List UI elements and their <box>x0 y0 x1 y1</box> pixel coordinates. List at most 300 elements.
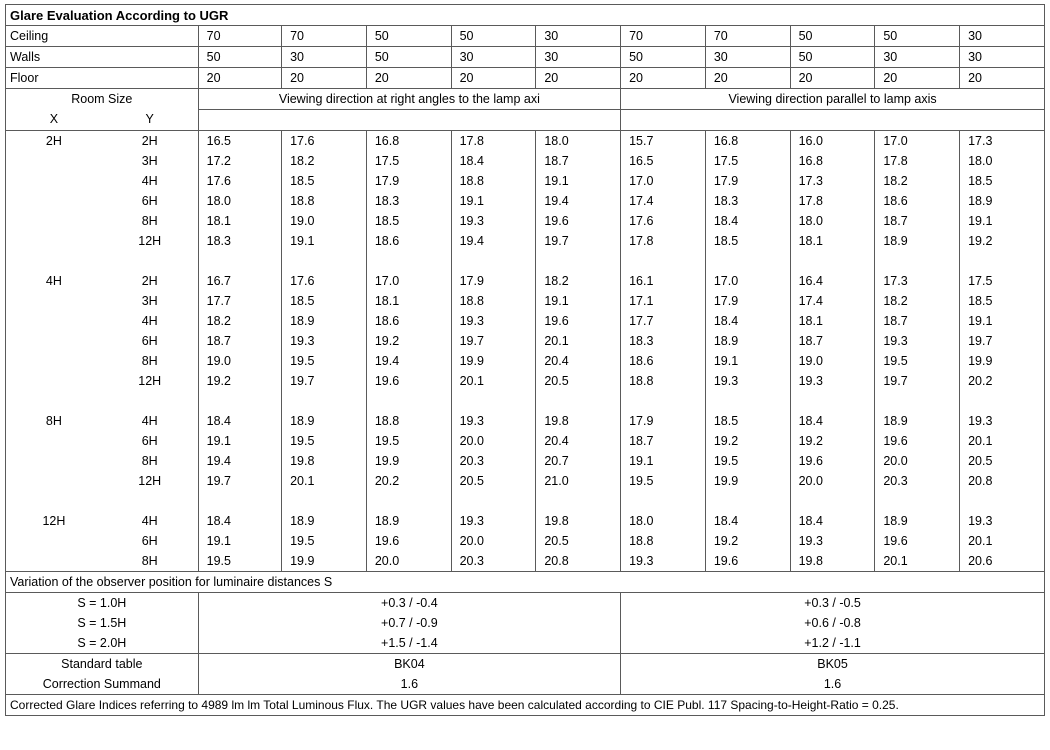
cell: 18.9 <box>875 511 960 531</box>
cell: 70 <box>198 26 281 47</box>
cell: 19.6 <box>875 531 960 551</box>
spacer-cell <box>366 391 451 411</box>
cell: 50 <box>790 26 875 47</box>
spacer-cell <box>198 391 281 411</box>
footnote-row <box>6 695 1045 716</box>
y-value: 12H <box>102 231 198 251</box>
cell: 19.0 <box>198 351 281 371</box>
cell: 18.2 <box>536 271 621 291</box>
cell: 18.0 <box>960 151 1045 171</box>
spacer-cell <box>6 391 102 411</box>
spacer-cell <box>790 251 875 271</box>
cell: 17.5 <box>960 271 1045 291</box>
cell: 18.1 <box>790 311 875 331</box>
cell: 19.9 <box>451 351 536 371</box>
cell: 19.1 <box>536 171 621 191</box>
cell: 17.5 <box>366 151 451 171</box>
cell: 20.1 <box>451 371 536 391</box>
footnote: Corrected Glare Indices referring to 4989 lm lm Total Luminous Flux. The UGR values have been calculated according to CIE Publ. 117 Spacing-to-Height-Ratio = 0.25. <box>6 695 1045 716</box>
cell: 17.7 <box>198 291 281 311</box>
variation-label: S = 1.5H <box>6 613 199 633</box>
x-value-empty <box>6 531 102 551</box>
y-value: 6H <box>102 331 198 351</box>
cell: 18.4 <box>705 211 790 231</box>
spacer-cell <box>875 391 960 411</box>
variation-perpendicular: +1.5 / -1.4 <box>198 633 620 654</box>
cell: 18.4 <box>198 511 281 531</box>
x-value: 8H <box>6 411 102 431</box>
cell: 18.7 <box>790 331 875 351</box>
cell: 19.3 <box>451 211 536 231</box>
cell: 20.5 <box>451 471 536 491</box>
y-value: 8H <box>102 211 198 231</box>
table-row <box>6 351 1045 371</box>
cell: 17.2 <box>198 151 281 171</box>
cell: 18.8 <box>366 411 451 431</box>
spacer-cell <box>790 491 875 511</box>
cell: 20 <box>536 68 621 89</box>
cell: 30 <box>960 26 1045 47</box>
cell: 19.3 <box>790 531 875 551</box>
cell: 18.2 <box>282 151 367 171</box>
cell: 17.3 <box>790 171 875 191</box>
cell: 17.9 <box>621 411 706 431</box>
header-row-xy <box>6 110 1045 131</box>
cell: 18.6 <box>366 231 451 251</box>
cell: 18.8 <box>621 531 706 551</box>
cell: 16.8 <box>366 131 451 152</box>
x-value-empty <box>6 231 102 251</box>
correction-summand-row <box>6 674 1045 695</box>
table-row <box>6 47 1045 68</box>
table-row <box>6 371 1045 391</box>
cell: 18.1 <box>790 231 875 251</box>
cell: 20.2 <box>366 471 451 491</box>
standard-table-perpendicular: BK04 <box>198 654 620 675</box>
standard-table-parallel: BK05 <box>621 654 1045 675</box>
table-row <box>6 451 1045 471</box>
table-row <box>6 471 1045 491</box>
spacer-cell <box>282 251 367 271</box>
cell: 20.0 <box>875 451 960 471</box>
cell: 18.7 <box>536 151 621 171</box>
x-value-empty <box>6 451 102 471</box>
y-value: 12H <box>102 371 198 391</box>
variation-perpendicular: +0.7 / -0.9 <box>198 613 620 633</box>
cell: 18.8 <box>451 291 536 311</box>
cell: 18.9 <box>705 331 790 351</box>
cell: 18.9 <box>960 191 1045 211</box>
x-value-empty <box>6 191 102 211</box>
cell: 19.5 <box>875 351 960 371</box>
x-value-empty <box>6 331 102 351</box>
cell: 18.7 <box>198 331 281 351</box>
x-value-empty <box>6 151 102 171</box>
variation-label: S = 2.0H <box>6 633 199 654</box>
cell: 30 <box>451 47 536 68</box>
x-value-empty <box>6 171 102 191</box>
variation-header-row <box>6 572 1045 593</box>
cell: 17.3 <box>960 131 1045 152</box>
cell: 19.8 <box>282 451 367 471</box>
spacer-cell <box>102 251 198 271</box>
spacer-cell <box>705 491 790 511</box>
cell: 17.1 <box>621 291 706 311</box>
cell: 18.2 <box>875 291 960 311</box>
cell: 17.8 <box>451 131 536 152</box>
spacer-cell <box>6 491 102 511</box>
table-row <box>6 593 1045 614</box>
cell: 19.8 <box>790 551 875 572</box>
cell: 19.2 <box>366 331 451 351</box>
cell: 18.4 <box>705 511 790 531</box>
cell: 20.4 <box>536 431 621 451</box>
cell: 19.0 <box>282 211 367 231</box>
cell: 19.6 <box>366 371 451 391</box>
cell: 19.5 <box>621 471 706 491</box>
cell: 70 <box>621 26 706 47</box>
cell: 18.9 <box>875 411 960 431</box>
cell: 17.6 <box>282 131 367 152</box>
cell: 18.8 <box>282 191 367 211</box>
cell: 18.3 <box>366 191 451 211</box>
cell: 18.7 <box>621 431 706 451</box>
cell: 16.0 <box>790 131 875 152</box>
direction-perpendicular-underrow <box>198 110 620 131</box>
cell: 19.2 <box>705 531 790 551</box>
table-row <box>6 411 1045 431</box>
cell: 17.3 <box>875 271 960 291</box>
cell: 18.9 <box>282 511 367 531</box>
cell: 19.7 <box>451 331 536 351</box>
cell: 19.1 <box>960 211 1045 231</box>
cell: 50 <box>621 47 706 68</box>
spacer-cell <box>960 391 1045 411</box>
cell: 18.4 <box>790 411 875 431</box>
cell: 18.4 <box>451 151 536 171</box>
y-value: 4H <box>102 171 198 191</box>
cell: 20.5 <box>960 451 1045 471</box>
cell: 30 <box>875 47 960 68</box>
y-header: Y <box>102 110 198 131</box>
spacer-cell <box>536 491 621 511</box>
y-value: 12H <box>102 471 198 491</box>
cell: 30 <box>960 47 1045 68</box>
table-row <box>6 26 1045 47</box>
cell: 19.9 <box>960 351 1045 371</box>
y-value: 4H <box>102 411 198 431</box>
spacer-cell <box>875 491 960 511</box>
cell: 50 <box>790 47 875 68</box>
cell: 17.4 <box>621 191 706 211</box>
standard-table-row <box>6 654 1045 675</box>
reflectance-label-ceiling: Ceiling <box>6 26 199 47</box>
direction-parallel-header: Viewing direction parallel to lamp axis <box>621 89 1045 110</box>
cell: 16.8 <box>790 151 875 171</box>
x-value-empty <box>6 551 102 572</box>
cell: 19.8 <box>536 411 621 431</box>
y-value: 8H <box>102 551 198 572</box>
table-row <box>6 151 1045 171</box>
table-row <box>6 311 1045 331</box>
cell: 16.1 <box>621 271 706 291</box>
cell: 17.6 <box>621 211 706 231</box>
cell: 19.0 <box>790 351 875 371</box>
table-row <box>6 551 1045 572</box>
spacer-cell <box>451 391 536 411</box>
cell: 17.0 <box>366 271 451 291</box>
cell: 18.5 <box>960 291 1045 311</box>
cell: 50 <box>875 26 960 47</box>
cell: 19.5 <box>282 531 367 551</box>
cell: 19.2 <box>960 231 1045 251</box>
cell: 19.3 <box>451 411 536 431</box>
cell: 20.8 <box>960 471 1045 491</box>
table-row <box>6 171 1045 191</box>
table-row <box>6 271 1045 291</box>
x-value: 2H <box>6 131 102 152</box>
cell: 18.9 <box>282 411 367 431</box>
x-value-empty <box>6 471 102 491</box>
cell: 18.0 <box>536 131 621 152</box>
title-row <box>6 5 1045 26</box>
cell: 18.4 <box>705 311 790 331</box>
y-value: 8H <box>102 351 198 371</box>
cell: 15.7 <box>621 131 706 152</box>
cell: 20.0 <box>790 471 875 491</box>
cell: 17.7 <box>621 311 706 331</box>
cell: 19.1 <box>960 311 1045 331</box>
cell: 19.4 <box>451 231 536 251</box>
spacer-cell <box>102 391 198 411</box>
spacer-cell <box>366 251 451 271</box>
correction-summand-parallel: 1.6 <box>621 674 1045 695</box>
cell: 19.3 <box>621 551 706 572</box>
variation-parallel: +0.6 / -0.8 <box>621 613 1045 633</box>
cell: 19.3 <box>790 371 875 391</box>
spacer-cell <box>6 251 102 271</box>
cell: 19.5 <box>366 431 451 451</box>
cell: 18.0 <box>198 191 281 211</box>
cell: 17.9 <box>705 171 790 191</box>
cell: 19.1 <box>621 451 706 471</box>
cell: 20.0 <box>451 431 536 451</box>
cell: 18.4 <box>198 411 281 431</box>
group-spacer <box>6 391 1045 411</box>
cell: 16.7 <box>198 271 281 291</box>
cell: 19.6 <box>366 531 451 551</box>
cell: 18.9 <box>366 511 451 531</box>
cell: 18.2 <box>875 171 960 191</box>
cell: 19.1 <box>198 431 281 451</box>
y-value: 3H <box>102 151 198 171</box>
group-spacer <box>6 491 1045 511</box>
cell: 16.5 <box>621 151 706 171</box>
cell: 19.1 <box>451 191 536 211</box>
table-row <box>6 613 1045 633</box>
cell: 17.6 <box>198 171 281 191</box>
cell: 20.3 <box>451 451 536 471</box>
cell: 18.9 <box>282 311 367 331</box>
cell: 20 <box>366 68 451 89</box>
spacer-cell <box>102 491 198 511</box>
cell: 20.5 <box>536 531 621 551</box>
cell: 20.3 <box>875 471 960 491</box>
cell: 17.9 <box>705 291 790 311</box>
cell: 19.3 <box>451 511 536 531</box>
cell: 70 <box>705 26 790 47</box>
cell: 19.2 <box>790 431 875 451</box>
variation-parallel: +1.2 / -1.1 <box>621 633 1045 654</box>
spacer-cell <box>960 491 1045 511</box>
cell: 17.8 <box>621 231 706 251</box>
spacer-cell <box>621 251 706 271</box>
cell: 16.4 <box>790 271 875 291</box>
group-spacer <box>6 251 1045 271</box>
cell: 20 <box>875 68 960 89</box>
y-value: 6H <box>102 191 198 211</box>
cell: 20.4 <box>536 351 621 371</box>
cell: 20 <box>705 68 790 89</box>
cell: 20 <box>198 68 281 89</box>
cell: 18.7 <box>875 211 960 231</box>
cell: 17.6 <box>282 271 367 291</box>
cell: 18.9 <box>875 231 960 251</box>
cell: 19.4 <box>198 451 281 471</box>
cell: 20.0 <box>451 531 536 551</box>
cell: 18.1 <box>366 291 451 311</box>
cell: 17.0 <box>875 131 960 152</box>
table-row <box>6 291 1045 311</box>
standard-table-label: Standard table <box>6 654 199 675</box>
table-row <box>6 191 1045 211</box>
cell: 20.1 <box>536 331 621 351</box>
cell: 18.6 <box>875 191 960 211</box>
cell: 18.8 <box>621 371 706 391</box>
cell: 19.3 <box>960 511 1045 531</box>
cell: 18.6 <box>366 311 451 331</box>
spacer-cell <box>198 251 281 271</box>
cell: 19.3 <box>875 331 960 351</box>
cell: 18.8 <box>451 171 536 191</box>
cell: 20.0 <box>366 551 451 572</box>
cell: 19.6 <box>536 311 621 331</box>
cell: 21.0 <box>536 471 621 491</box>
cell: 18.2 <box>198 311 281 331</box>
header-row-direction <box>6 89 1045 110</box>
cell: 18.5 <box>960 171 1045 191</box>
cell: 18.5 <box>282 171 367 191</box>
cell: 19.5 <box>282 431 367 451</box>
cell: 20 <box>790 68 875 89</box>
x-value: 4H <box>6 271 102 291</box>
cell: 19.9 <box>705 471 790 491</box>
cell: 19.9 <box>366 451 451 471</box>
cell: 20.1 <box>875 551 960 572</box>
cell: 17.9 <box>366 171 451 191</box>
cell: 19.6 <box>875 431 960 451</box>
cell: 18.3 <box>621 331 706 351</box>
table-row <box>6 531 1045 551</box>
y-value: 3H <box>102 291 198 311</box>
cell: 30 <box>705 47 790 68</box>
x-value-empty <box>6 311 102 331</box>
cell: 70 <box>282 26 367 47</box>
cell: 19.5 <box>705 451 790 471</box>
cell: 20 <box>621 68 706 89</box>
cell: 19.7 <box>198 471 281 491</box>
y-value: 4H <box>102 311 198 331</box>
cell: 19.6 <box>705 551 790 572</box>
cell: 18.3 <box>705 191 790 211</box>
cell: 19.1 <box>705 351 790 371</box>
cell: 19.3 <box>282 331 367 351</box>
cell: 20.1 <box>960 431 1045 451</box>
variation-label: S = 1.0H <box>6 593 199 614</box>
variation-parallel: +0.3 / -0.5 <box>621 593 1045 614</box>
cell: 16.8 <box>705 131 790 152</box>
cell: 19.4 <box>536 191 621 211</box>
spacer-cell <box>451 491 536 511</box>
spacer-cell <box>282 491 367 511</box>
cell: 17.8 <box>875 151 960 171</box>
x-header: X <box>6 110 102 131</box>
spacer-cell <box>451 251 536 271</box>
table-row <box>6 511 1045 531</box>
cell: 19.7 <box>875 371 960 391</box>
spacer-cell <box>705 251 790 271</box>
cell: 20.3 <box>451 551 536 572</box>
spacer-cell <box>705 391 790 411</box>
cell: 19.5 <box>282 351 367 371</box>
cell: 19.7 <box>282 371 367 391</box>
x-value-empty <box>6 371 102 391</box>
cell: 19.1 <box>536 291 621 311</box>
y-value: 8H <box>102 451 198 471</box>
spacer-cell <box>621 391 706 411</box>
cell: 20 <box>451 68 536 89</box>
spacer-cell <box>875 251 960 271</box>
cell: 18.3 <box>198 231 281 251</box>
cell: 17.8 <box>790 191 875 211</box>
cell: 30 <box>282 47 367 68</box>
cell: 18.1 <box>198 211 281 231</box>
table-row <box>6 431 1045 451</box>
cell: 19.5 <box>198 551 281 572</box>
cell: 50 <box>451 26 536 47</box>
cell: 19.7 <box>960 331 1045 351</box>
cell: 20.7 <box>536 451 621 471</box>
correction-summand-label: Correction Summand <box>6 674 199 695</box>
cell: 19.3 <box>960 411 1045 431</box>
cell: 17.5 <box>705 151 790 171</box>
x-value: 12H <box>6 511 102 531</box>
y-value: 2H <box>102 131 198 152</box>
cell: 18.5 <box>282 291 367 311</box>
cell: 19.9 <box>282 551 367 572</box>
room-size-header: Room Size <box>6 89 199 110</box>
table-row <box>6 211 1045 231</box>
cell: 20 <box>960 68 1045 89</box>
cell: 20.2 <box>960 371 1045 391</box>
cell: 17.0 <box>705 271 790 291</box>
x-value-empty <box>6 351 102 371</box>
spacer-cell <box>536 391 621 411</box>
cell: 19.6 <box>790 451 875 471</box>
y-value: 6H <box>102 431 198 451</box>
y-value: 2H <box>102 271 198 291</box>
x-value-empty <box>6 211 102 231</box>
